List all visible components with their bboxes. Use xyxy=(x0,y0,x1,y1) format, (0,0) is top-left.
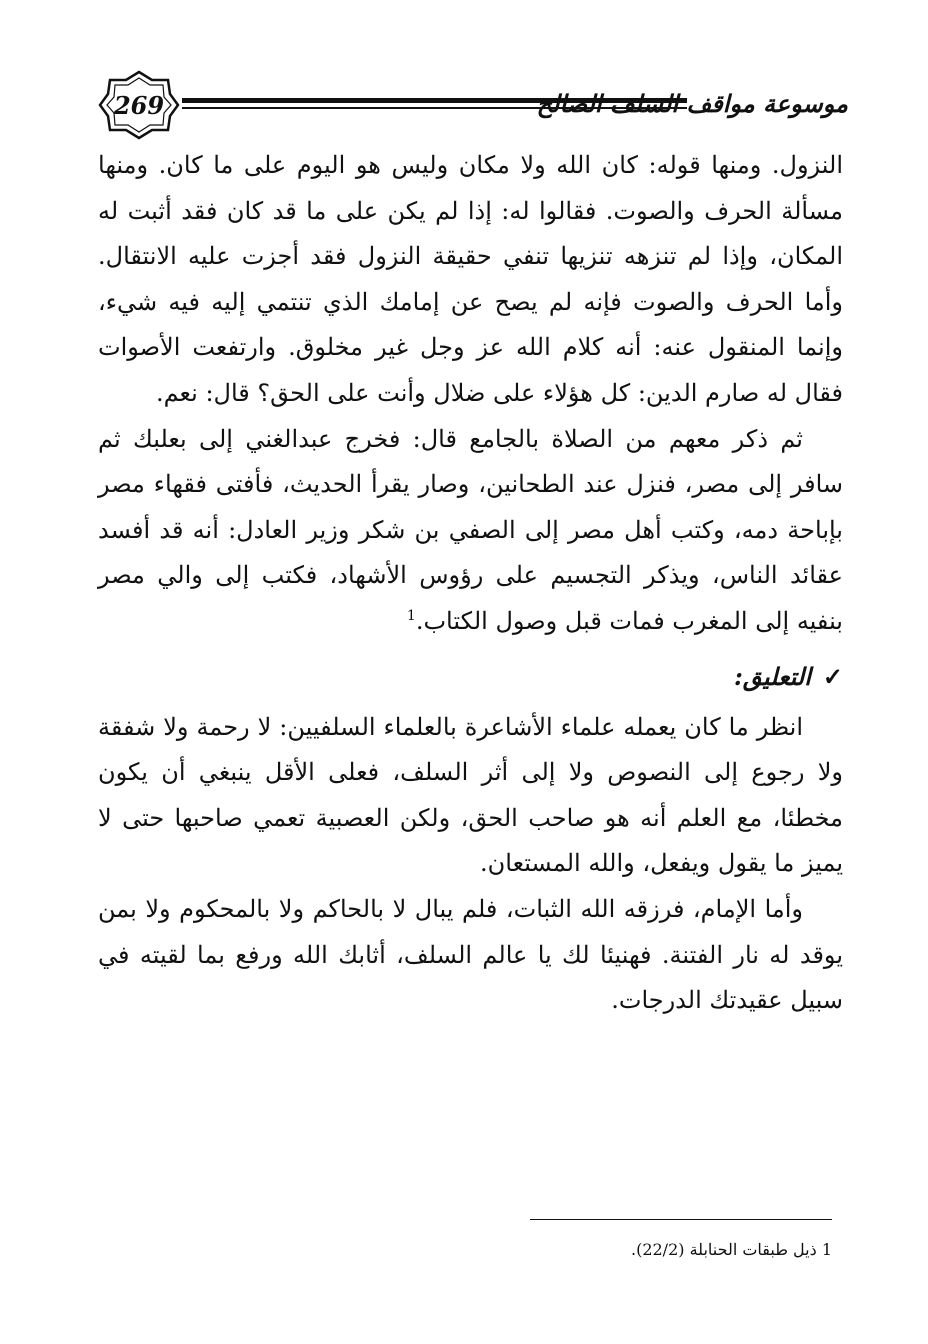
commentary-paragraph-1 xyxy=(98,705,843,887)
check-icon: ✓ xyxy=(822,661,843,691)
footnote-text: ذيل طبقات الحنابلة (22/2). xyxy=(630,1240,817,1259)
commentary-paragraph-1-text: انظر ما كان يعمله علماء الأشاعرة بالعلماء السلفيين: لا رحمة ولا شفقة ولا رجوع إلى النصوص ولا إلى أثر السلف، فعلى الأقل ينبغي أن يكون مخطئا، مع العلم أنه هو صاحب الحق، ولكن العصبية تعمي صاحبها حتى لا يميز ما يقول ويفعل، والله المستعان. xyxy=(98,712,843,878)
footnote-reference: 1 xyxy=(406,607,416,624)
footnote-number: 1 xyxy=(821,1240,832,1259)
page-header xyxy=(98,70,848,140)
footnote-divider xyxy=(530,1219,832,1220)
page-number: 269 xyxy=(113,90,165,120)
series-title: موسوعة مواقف السلف الصالح xyxy=(536,89,848,118)
paragraph-2-text: ثم ذكر معهم من الصلاة بالجامع قال: فخرج عبدالغني إلى بعلبك ثم سافر إلى مصر، فنزل عند الطحانين، وصار يقرأ الحديث، فأفتى فقهاء مصر بإباحة دمه، وكتب أهل مصر إلى الصفي بن شكر وزير العادل: أنه قد أفسد عقائد الناس، ويذكر التجسيم على رؤوس الأشهاد، فكتب إلى والي مصر بنفيه إلى المغرب فمات قبل وصول الكتاب. xyxy=(98,424,843,635)
commentary-paragraph-2 xyxy=(98,887,843,1024)
paragraph-2 xyxy=(98,417,843,645)
commentary-heading xyxy=(98,655,843,699)
commentary-paragraph-2-text: وأما الإمام، فرزقه الله الثبات، فلم يبال لا بالحاكم ولا بالمحكوم ولا بمن يوقد له نار الفتنة. فهنيئا لك يا عالم السلف، أثابك الله ورفع بما لقيته في سبيل عقيدتك الدرجات. xyxy=(98,894,843,1015)
paragraph-1 xyxy=(98,143,843,417)
footnote xyxy=(400,1238,832,1262)
page-body xyxy=(98,143,843,1024)
paragraph-1-text: النزول. ومنها قوله: كان الله ولا مكان وليس هو اليوم على ما كان. ومنها مسألة الحرف والصوت. فقالوا له: إذا لم يكن على ما قد كان فقد أثبت له المكان، وإذا لم تنزهه تنزيها تنفي حقيقة النزول فقد أجزت عليه الانتقال. وأما الحرف والصوت فإنه لم يصح عن إمامك الذي تنتمي إليه فيه شيء، وإنما المنقول عنه: أنه كلام الله عز وجل غير مخلوق. وارتفعت الأصوات فقال له صارم الدين: كل هؤلاء على ضلال وأنت على الحق؟ قال: نعم. xyxy=(98,151,843,407)
commentary-heading-text: التعليق: xyxy=(734,661,811,691)
